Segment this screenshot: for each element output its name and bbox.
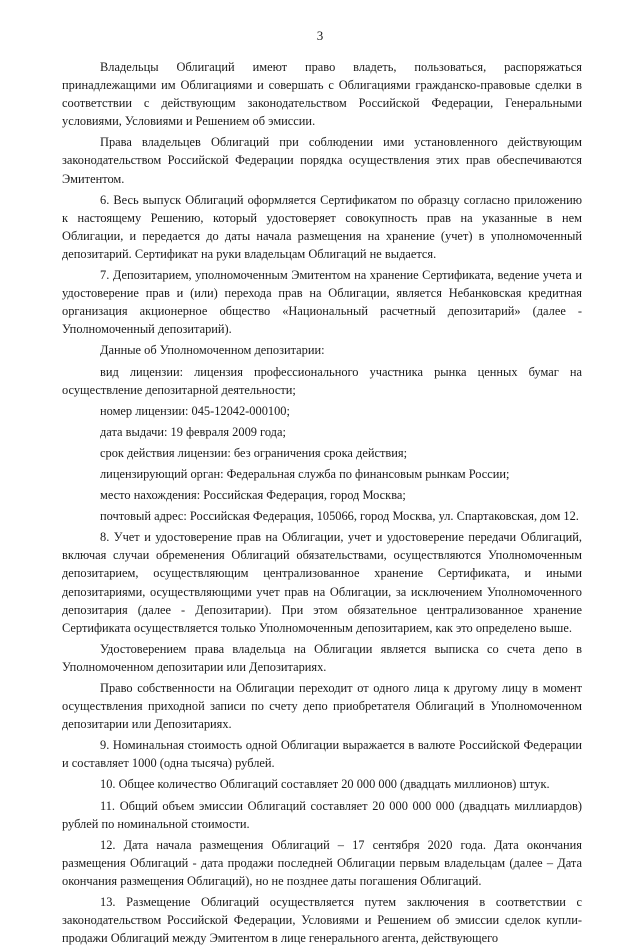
paragraph-depositary-data: Данные об Уполномоченном депозитарии:	[100, 343, 325, 358]
paragraph-10-quantity: 10. Общее количество Облигаций составляет 20 000 000 (двадцать миллионов) штук.	[100, 777, 550, 792]
paragraph-license-type: вид лицензии: лицензия профессионального участника рынка ценных бумаг на осуществление депозитарной деятельности;	[62, 364, 582, 397]
paragraph-location: место нахождения: Российская Федерация, город Москва;	[100, 488, 406, 503]
document-body	[62, 58, 582, 947]
paragraph-license-number: номер лицензии: 045-12042-000100;	[100, 403, 290, 418]
paragraph-licensing-authority: лицензирующий орган: Федеральная служба по финансовым рынкам России;	[100, 466, 510, 481]
paragraph-postal-address: почтовый адрес: Российская Федерация, 105066, город Москва, ул. Спартаковская, дом 12.	[100, 509, 579, 524]
paragraph-ownership-transfer: Право собственности на Облигации переходит от одного лица к другому лицу в момент осуществления приходной записи по счету депо приобретателя Облигаций в Уполномоченном депозитарии или Депозитариях.	[62, 681, 582, 732]
paragraph-7-depositary: 7. Депозитарием, уполномоченным Эмитентом на хранение Сертификата, ведение учета и удостоверение прав и (или) перехода прав на Облигации, является Небанковская кредитная организация акционерное общество «Национальный расчетный депозитарий» (далее - Уполномоченный депозитарий).	[62, 268, 582, 337]
paragraph-ownership-proof: Удостоверением права владельца на Облигации является выписка со счета депо в Уполномоченном депозитарии или Депозитариях.	[62, 641, 582, 674]
paragraph-license-term: срок действия лицензии: без ограничения срока действия;	[100, 445, 408, 460]
paragraph-issue-date: дата выдачи: 19 февраля 2009 года;	[100, 424, 286, 439]
paragraph-6-certificate: 6. Весь выпуск Облигаций оформляется Сертификатом по образцу согласно приложению к настоящему Решению, который удостоверяет совокупность прав на указанные в нем Облигации, и передается до даты начала размещения на хранение (учет) в уполномоченный депозитарий. Сертификат на руки владельцам Облигаций не выдается.	[62, 192, 582, 261]
paragraph-11-volume: 11. Общий объем эмиссии Облигаций составляет 20 000 000 000 (двадцать миллиардов) рублей по номинальной стоимости.	[62, 798, 582, 831]
paragraph-9-nominal: 9. Номинальная стоимость одной Облигации выражается в валюте Российской Федерации и составляет 1000 (одна тысяча) рублей.	[62, 738, 582, 771]
paragraph-owners-rights: Владельцы Облигаций имеют право владеть, пользоваться, распоряжаться принадлежащими им Облигациями и совершать с Облигациями гражданско-правовые сделки в соответствии с действующим законодательством Российской Федерации, Генеральными условиями, Условиями и Решением об эмиссии.	[62, 60, 582, 129]
paragraph-8-accounting: 8. Учет и удостоверение прав на Облигации, учет и удостоверение передачи Облигаций, включая случаи обременения Облигаций обязательствами, осуществляются Уполномоченным депозитарием, осуществляющим централизованное хранение Сертификата, и иными депозитариями, осуществляющими учет прав на Облигации, за исключением Уполномоченного депозитария (далее - Депозитарии). При этом обязательное централизованное хранение Сертификата осуществляется только Уполномоченным депозитарием, как это определено выше.	[62, 530, 582, 635]
paragraph-12-placement-dates: 12. Дата начала размещения Облигаций – 17 сентября 2020 года. Дата окончания размещения Облигаций - дата продажи последней Облигации первым владельцам (далее – Дата окончания размещения Облигаций), но не позднее даты погашения Облигаций.	[62, 837, 582, 888]
paragraph-13-placement: 13. Размещение Облигаций осуществляется путем заключения в соответствии с законодательством Российской Федерации, Условиями и Решением об эмиссии сделок купли-продажи Облигаций между Эмитентом в лице генерального агента, действующего	[62, 895, 582, 946]
page-number: 3	[316, 28, 324, 43]
paragraph-rights-guarantee: Права владельцев Облигаций при соблюдении ими установленного действующим законодательством Российской Федерации порядка осуществления этих прав обеспечиваются Эмитентом.	[62, 135, 582, 186]
